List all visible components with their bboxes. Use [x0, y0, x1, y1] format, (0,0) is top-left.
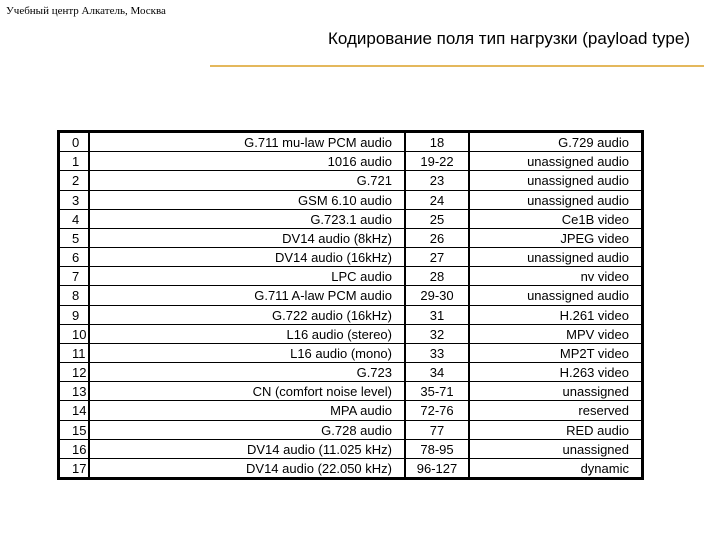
- table-cell-encoding: DV14 audio (22.050 kHz): [246, 461, 392, 476]
- table-cell-encoding: LPC audio: [90, 267, 404, 286]
- table-cell-encoding: unassigned audio: [470, 286, 641, 305]
- table-cell-encoding: unassigned audio: [470, 248, 641, 267]
- table-cell-payload-number: 5: [60, 229, 88, 248]
- table-cell-payload-number: 19-22: [406, 152, 468, 171]
- table-cell-encoding: unassigned: [470, 382, 641, 401]
- table-cell-payload-number: 31: [406, 306, 468, 325]
- table-cell-payload-number: 1: [60, 152, 88, 171]
- table-cell-payload-number: 27: [406, 248, 468, 267]
- table-cell-payload-number: 25: [406, 210, 468, 229]
- table-cell-payload-number: 18: [406, 133, 468, 152]
- column-payload-number-left: [60, 133, 90, 477]
- table-cell-encoding: G.711 mu-law PCM audio: [90, 133, 404, 152]
- table-cell-payload-number: 0: [60, 133, 88, 152]
- table-cell-encoding: RED audio: [470, 421, 641, 440]
- table-cell-payload-number: 14: [60, 401, 88, 420]
- table-cell-encoding: unassigned: [470, 440, 641, 459]
- table-cell-encoding: H.263 video: [470, 363, 641, 382]
- table-cell-payload-number: 2: [60, 171, 88, 190]
- table-cell-payload-number: 77: [406, 421, 468, 440]
- column-encoding-right: [470, 133, 641, 477]
- table-cell-encoding: DV14 audio (16kHz): [90, 248, 404, 267]
- table-cell-payload-number: 24: [406, 191, 468, 210]
- table-cell-encoding: nv video: [470, 267, 641, 286]
- table-cell-encoding: Ce1B video: [470, 210, 641, 229]
- table-cell-payload-number: 78-95: [406, 440, 468, 459]
- table-cell-encoding: MPV video: [470, 325, 641, 344]
- table-cell-encoding: G.723: [90, 363, 404, 382]
- table-cell-payload-number: 8: [60, 286, 88, 305]
- table-cell-encoding: MPA audio: [90, 401, 404, 420]
- column-encoding-left: [90, 133, 406, 477]
- table-cell-encoding: G.722 audio (16kHz): [90, 306, 404, 325]
- table-cell-payload-number: 32: [406, 325, 468, 344]
- table-cell-encoding: H.261 video: [470, 306, 641, 325]
- table-cell-encoding: L16 audio (mono): [90, 344, 404, 363]
- table-cell-payload-number: 3: [60, 191, 88, 210]
- table-cell-encoding: MP2T video: [470, 344, 641, 363]
- table-cell-payload-number: 34: [406, 363, 468, 382]
- table-cell-encoding: dynamic: [580, 461, 629, 476]
- table-cell-encoding: unassigned audio: [470, 171, 641, 190]
- table-cell-encoding: CN (comfort noise level): [90, 382, 404, 401]
- table-cell-payload-number: 33: [406, 344, 468, 363]
- table-cell-encoding: L16 audio (stereo): [90, 325, 404, 344]
- table-cell-payload-number: 35-71: [406, 382, 468, 401]
- table-cell-payload-number: 26: [406, 229, 468, 248]
- table-cell-encoding: unassigned audio: [470, 191, 641, 210]
- table-cell-payload-number: 7: [60, 267, 88, 286]
- table-cell-payload-number: 28: [406, 267, 468, 286]
- table-cell-encoding: G.721: [90, 171, 404, 190]
- table-cell-payload-number: 9: [60, 306, 88, 325]
- table-cell-payload-number: 10: [60, 325, 88, 344]
- table-cell-payload-number: 29-30: [406, 286, 468, 305]
- table-cell-payload-number: 11: [60, 344, 88, 363]
- table-cell-payload-number: 17: [72, 461, 87, 476]
- table-cell-encoding: JPEG video: [470, 229, 641, 248]
- table-cell-payload-number: 4: [60, 210, 88, 229]
- table-cell-payload-number: 12: [60, 363, 88, 382]
- payload-type-table: [57, 130, 644, 480]
- table-cell-encoding: G.723.1 audio: [90, 210, 404, 229]
- column-payload-number-right: [406, 133, 470, 477]
- table-cell-payload-number: 96-127: [416, 461, 458, 476]
- table-cell-encoding: G.711 A-law PCM audio: [90, 286, 404, 305]
- table-cell-encoding: 1016 audio: [90, 152, 404, 171]
- header-organization: Учебный центр Алкатель, Москва: [6, 5, 166, 17]
- table-cell-encoding: reserved: [470, 401, 641, 420]
- table-cell-encoding: DV14 audio (8kHz): [90, 229, 404, 248]
- table-cell-encoding: GSM 6.10 audio: [90, 191, 404, 210]
- table-cell-encoding: G.728 audio: [90, 421, 404, 440]
- title-divider: [210, 65, 704, 67]
- table-cell-payload-number: 23: [406, 171, 468, 190]
- table-cell-payload-number: 16: [60, 440, 88, 459]
- page-title: Кодирование поля тип нагрузки (payload type): [328, 29, 690, 48]
- table-cell-encoding: DV14 audio (11.025 kHz): [90, 440, 404, 459]
- table-cell-payload-number: 6: [60, 248, 88, 267]
- table-cell-payload-number: 13: [60, 382, 88, 401]
- table-cell-encoding: G.729 audio: [470, 133, 641, 152]
- table-cell-payload-number: 72-76: [406, 401, 468, 420]
- table-cell-payload-number: 15: [60, 421, 88, 440]
- table-cell-encoding: unassigned audio: [470, 152, 641, 171]
